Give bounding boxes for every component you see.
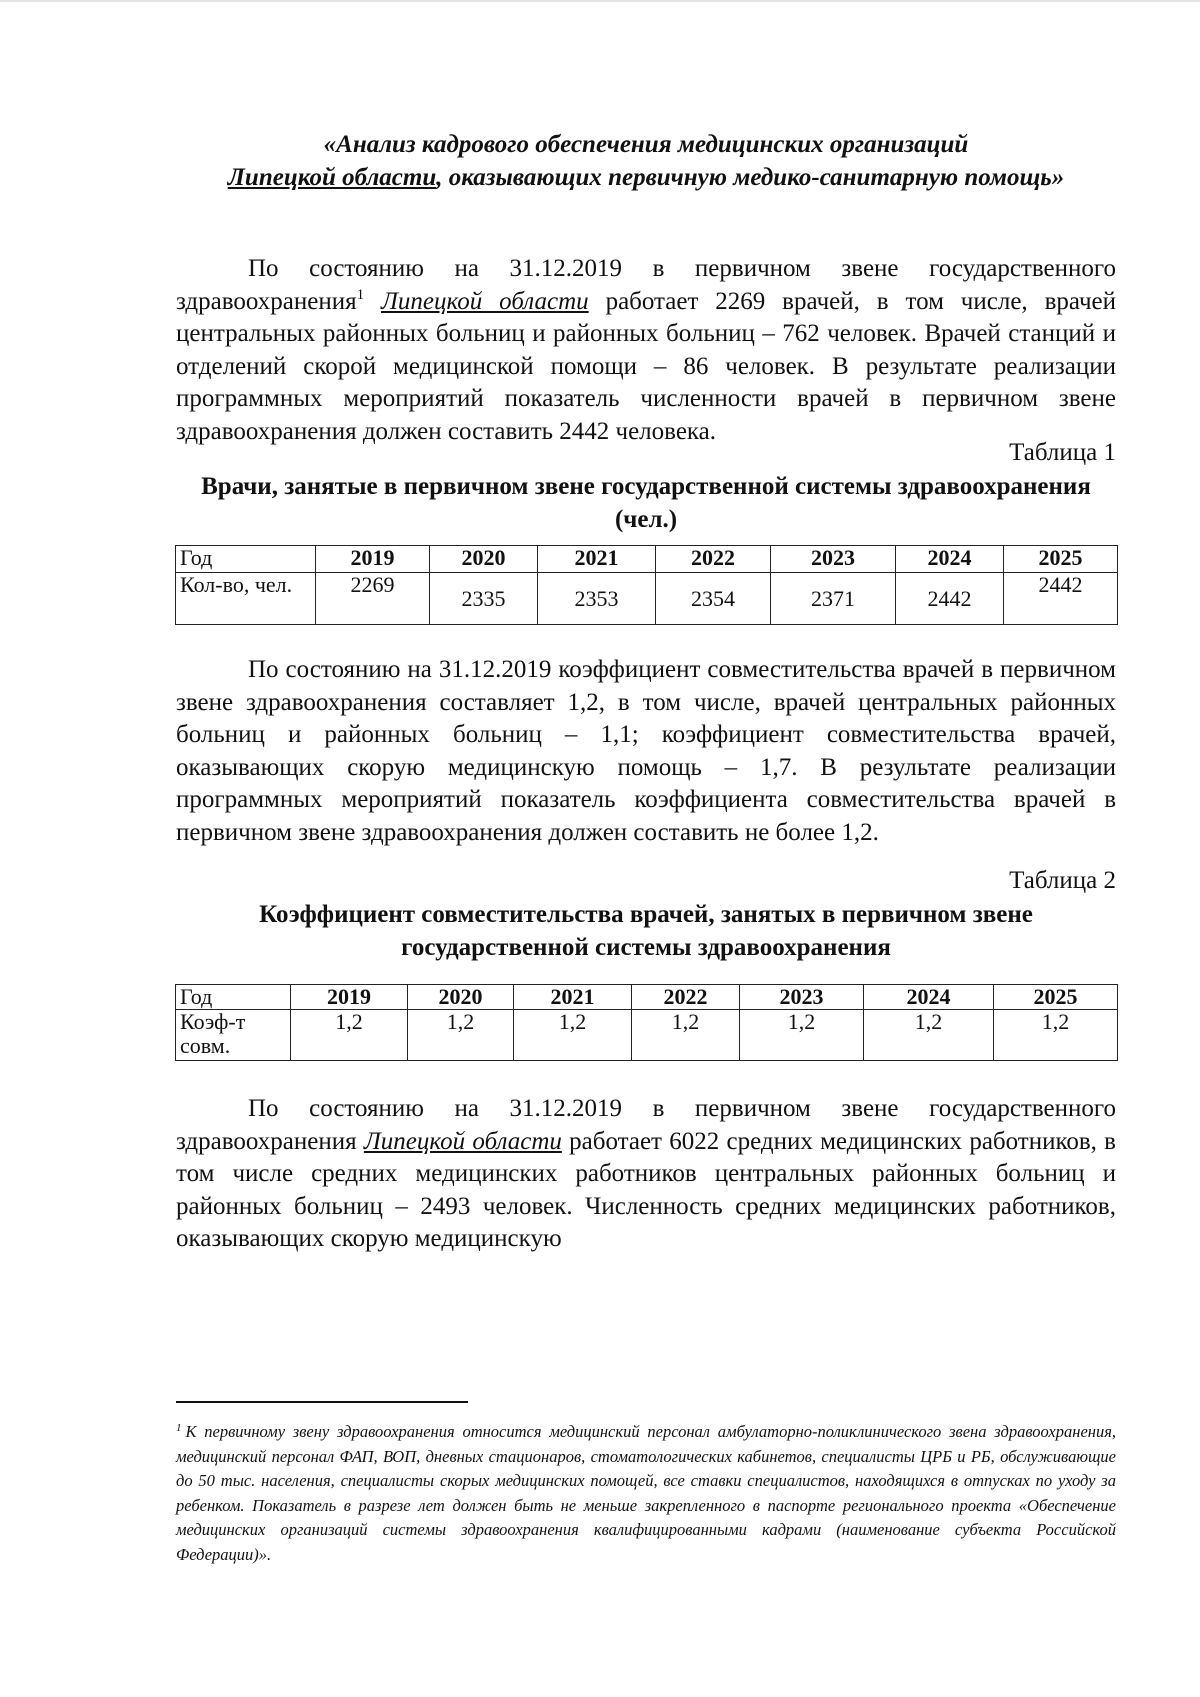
table-1-data-row: [176, 573, 1118, 625]
table-1-value: 2354: [656, 573, 771, 625]
table-2-value: 1,2: [864, 1010, 994, 1061]
footnote-text: К первичному звену здравоохранения относится медицинский персонал амбулаторно-поликлинического звена здравоохранения, медицинский персонал ФАП, ВОП, дневных стационаров, стоматологических кабинетов, специалисты ЦРБ и РБ, обслуживающие до 50 тыс. населения, специалисты скорых медицинских помощей, все ставки специалистов, находящихся в отпусках по уходу за ребенком. Показатель в разрезе лет должен быть не меньше закрепленного в паспорте регионального проекта «Обеспечение медицинских организаций системы здравоохранения квалифицированными кадрами (наименование субъекта Российской Федерации)».: [176, 1422, 1116, 1564]
table-2: [175, 984, 1118, 1061]
table-2-value: 1,2: [994, 1010, 1118, 1061]
table-2-year: 2022: [632, 985, 740, 1010]
title-part1: «Анализ кадрового обеспечения медицинских организаций: [323, 131, 969, 158]
scan-edge: [0, 0, 1200, 2]
footnote-separator: [176, 1401, 468, 1403]
table-1-header-year: Год: [176, 546, 316, 573]
table-2-header-year: Год: [176, 985, 291, 1010]
table-2-year: 2019: [291, 985, 408, 1010]
table-1-header-row: [176, 546, 1118, 573]
table-2-title: Коэффициент совместительства врачей, занятых в первичном звене государственной системы здравоохранения: [259, 901, 1033, 961]
paragraph-3-text-a: По состоянию на 31.12.2019 в первичном звене государственного здравоохранения: [176, 1095, 1116, 1155]
paragraph-3-text-b: работает 6022 средних медицинских работников, в том числе средних медицинских работников центральных районных больниц и районных больниц – 2493 человек. Численность средних медицинских работников, оказывающих скорую медицинскую: [176, 1127, 1116, 1252]
table-1-year: 2025: [1004, 546, 1118, 573]
table-1-value: 2371: [771, 573, 896, 625]
paragraph-1: [176, 253, 1116, 448]
table-2-data-row: [176, 1010, 1118, 1061]
table-2-header-row: [176, 985, 1118, 1010]
table-2-year: 2021: [514, 985, 632, 1010]
table-1-year: 2020: [430, 546, 538, 573]
table-1-value: 2442: [1004, 573, 1118, 625]
table-2-year: 2024: [864, 985, 994, 1010]
footnote-ref-1: 1: [356, 286, 365, 303]
table-1-value: 2335: [430, 573, 538, 625]
table-2-label: Таблица 2: [1009, 867, 1116, 894]
title-region: Липецкой области: [227, 164, 437, 191]
table-1-row-label: Кол-во, чел.: [176, 573, 316, 625]
table-1-title: Врачи, занятые в первичном звене государственной системы здравоохранения (чел.): [201, 473, 1091, 533]
paragraph-1-text-a: По состоянию на 31.12.2019 в первичном звене государственного здравоохранения: [176, 255, 1116, 315]
table-2-year: 2025: [994, 985, 1118, 1010]
table-2-year: 2020: [408, 985, 514, 1010]
table-1: [175, 545, 1118, 625]
table-1-value: 2353: [538, 573, 656, 625]
table-1-year: 2023: [771, 546, 896, 573]
table-2-row-label: Коэф-т совм.: [176, 1010, 291, 1061]
paragraph-2: [176, 654, 1116, 849]
title-part2: , оказывающих первичную медико-санитарную помощь»: [436, 164, 1065, 191]
table-1-year: 2022: [656, 546, 771, 573]
table-2-value: 1,2: [740, 1010, 864, 1061]
paragraph-1-region: Липецкой области: [381, 287, 589, 315]
table-2-value: 1,2: [632, 1010, 740, 1061]
footnote: [176, 1420, 1116, 1567]
footnote-mark: 1: [176, 1422, 182, 1434]
paragraph-3: [176, 1093, 1116, 1256]
table-2-value: 1,2: [291, 1010, 408, 1061]
paragraph-1-text-b: работает 2269 врачей, в том числе, врачей центральных районных больниц и районных больниц – 762 человек. Врачей станций и отделений скорой медицинской помощи – 86 человек. В результате реализации программных мероприятий показатель численности врачей в первичном звене здравоохранения должен составить 2442 человека.: [176, 287, 1117, 445]
document-title: [176, 128, 1116, 194]
table-2-value: 1,2: [514, 1010, 632, 1061]
table-1-value: 2442: [896, 573, 1004, 625]
table-1-year: 2019: [316, 546, 430, 573]
table-1-label: Таблица 1: [1009, 439, 1116, 466]
table-1-year: 2021: [538, 546, 656, 573]
paragraph-2-text: По состоянию на 31.12.2019 коэффициент совместительства врачей в первичном звене здравоохранения составляет 1,2, в том числе, врачей центральных районных больниц и районных больниц – 1,1; коэффициент совместительства врачей, оказывающих скорую медицинскую помощь – 1,7. В результате реализации программных мероприятий показатель коэффициента совместительства врачей в первичном звене здравоохранения должен составить не более 1,2.: [176, 656, 1116, 846]
table-1-year: 2024: [896, 546, 1004, 573]
table-1-value: 2269: [316, 573, 430, 625]
table-2-year: 2023: [740, 985, 864, 1010]
paragraph-3-region: Липецкой области: [363, 1127, 562, 1155]
table-2-value: 1,2: [408, 1010, 514, 1061]
